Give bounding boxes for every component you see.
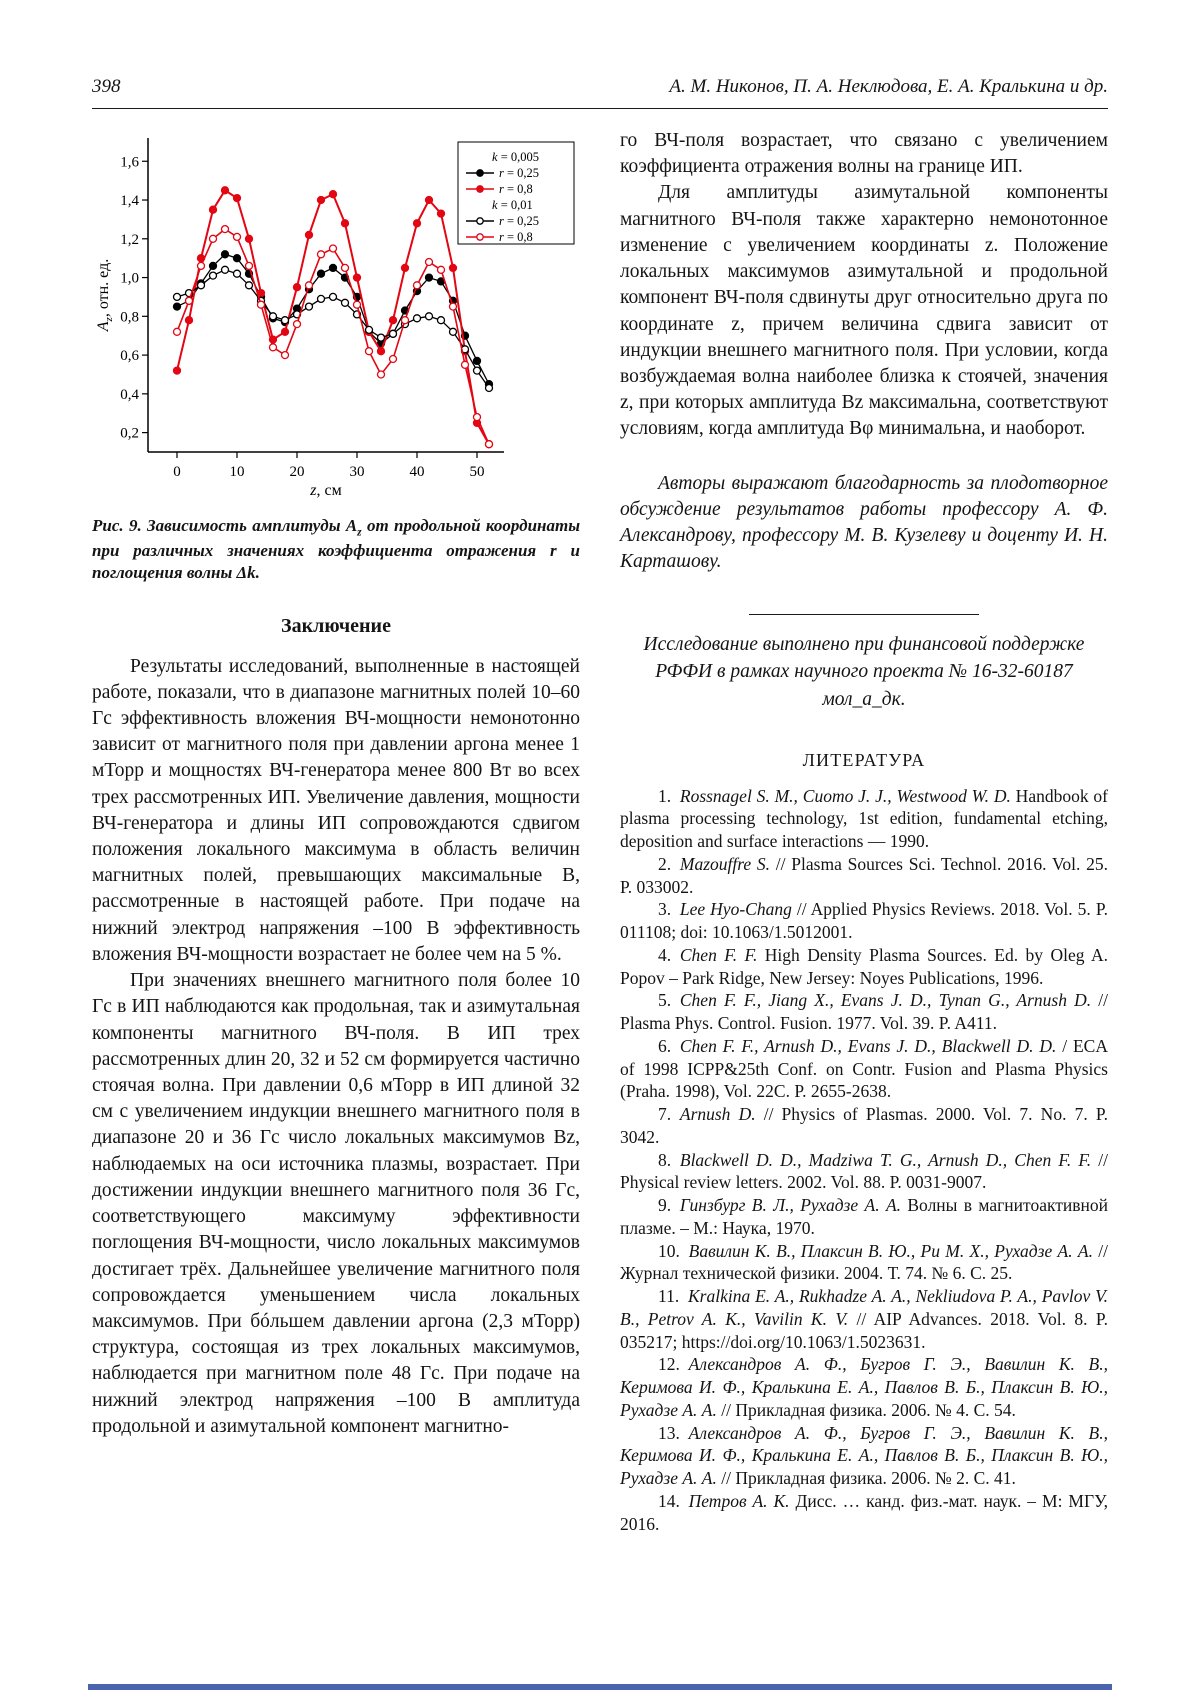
reference-authors: Rossnagel S. M., Cuomo J. J., Westwood W. D. xyxy=(679,785,1011,806)
data-point xyxy=(366,348,373,355)
reference-body: Handbook of plasma processing technology, 1st edition, fundamental etching, deposition and surface interactions — 1990. xyxy=(620,785,1108,852)
reference-body: // Applied Physics Reviews. 2018. Vol. 5. P. 011108; doi: 10.1063/1.5012001. xyxy=(620,899,1108,943)
data-point xyxy=(462,361,469,368)
reference-body: // Прикладная физика. 2006. № 4. С. 54. xyxy=(716,1399,1016,1420)
funding-note: Исследование выполнено при финансовой поддержке РФФИ в рамках научного проекта № 16-32-60187 мол_а_дк. xyxy=(643,633,1085,710)
reference-number: 4. xyxy=(658,944,680,965)
reference-number: 14. xyxy=(658,1490,689,1511)
data-point xyxy=(426,274,433,281)
reference-body: // Physical review letters. 2002. Vol. 88. P. 0031-9007. xyxy=(620,1149,1108,1193)
data-point xyxy=(402,264,409,271)
data-point xyxy=(270,313,277,320)
caption-var-Az: A xyxy=(345,516,358,535)
data-point xyxy=(402,317,409,324)
data-point xyxy=(210,206,217,213)
data-point xyxy=(342,264,349,271)
data-point xyxy=(186,317,193,324)
data-point xyxy=(342,220,349,227)
data-point xyxy=(222,266,229,273)
reference-authors: Александров А. Ф., Бугров Г. Э., Вавилин К. В., Керимова И. Ф., Кралькина Е. А., Павлов В. Б., Плаксин В. Ю., Рухадзе А. А. xyxy=(620,1354,1108,1420)
data-point xyxy=(414,315,421,322)
chart xyxy=(92,128,580,505)
y-tick-label: 0,6 xyxy=(120,348,139,365)
reference-number: 8. xyxy=(658,1149,680,1170)
data-point xyxy=(198,282,205,289)
reference-authors: Kralkina E. A., Rukhadze A. A., Nekliudova P. A., Pavlov V. B., Petrov A. K., Vavilin K. V. xyxy=(620,1286,1108,1329)
data-point xyxy=(450,264,457,271)
data-point xyxy=(282,328,289,335)
reference-body: // Physics of Plasmas. 2000. Vol. 7. No. 7. P. 3042. xyxy=(620,1104,1108,1147)
reference-authors: Chen F. F. xyxy=(679,944,758,965)
data-point xyxy=(306,303,313,310)
reference-authors: Mazouffre S. xyxy=(679,853,771,874)
data-point xyxy=(306,231,313,238)
data-point xyxy=(366,326,373,333)
conclusion-paragraph-2: При значениях внешнего магнитного поля более 10 Гс в ИП наблюдаются как продольная, так и азимутальная компоненты магнитного ВЧ-поля. В ИП трех рассмотренных длин 20, 32 и 52 см формируется частично стоячая волна. При давлении 0,6 мТорр в ИП длиной 32 см с увеличением индукции внешнего магнитного поля в диапазоне 20 и 36 Гс число локальных максимумов Bz, наблюдаемых на оси источника плазмы, возрастает. При достижении индукции внешнего магнитного поля 36 Гс, соответствующего максимуму эффективности поглощения ВЧ-мощности, число локальных максимумов достигает трёх. Дальнейшее увеличение магнитного поля сопровождается уменьшением числа локальных максимумов. При бóльшем давлении аргона (2,3 мТорр) структура, состоящая из трех локальных максимумов, наблюдается при магнитном поле 48 Гс. При подаче на нижний электрод напряжения –100 В амплитуда продольной и азимутальной компонент магнитно- xyxy=(92,970,580,1437)
reference-number: 10. xyxy=(658,1240,689,1261)
reference-body: // Plasma Phys. Control. Fusion. 1977. Vol. 39. P. A411. xyxy=(620,990,1108,1034)
figure-9 xyxy=(92,128,580,585)
data-point xyxy=(246,235,253,242)
data-point xyxy=(174,367,181,374)
y-axis-label: $A_z$, отн. ед. xyxy=(95,258,115,332)
data-point xyxy=(318,270,325,277)
header-rule xyxy=(92,108,1108,109)
chart-series-4 xyxy=(174,226,493,448)
reference-list xyxy=(620,785,1108,1536)
data-point xyxy=(450,328,457,335)
caption-var-r: r xyxy=(550,540,557,560)
data-point xyxy=(450,303,457,310)
data-point xyxy=(294,284,301,291)
data-point xyxy=(282,352,289,359)
data-point xyxy=(330,264,337,271)
data-point xyxy=(330,245,337,252)
page-header xyxy=(92,76,1108,98)
data-point xyxy=(426,197,433,204)
reference-authors: Arnush D. xyxy=(679,1104,756,1125)
data-point xyxy=(474,357,481,364)
legend-entry-label: r = 0,8 xyxy=(499,182,533,196)
data-point xyxy=(234,233,241,240)
reference-item xyxy=(620,1035,1108,1103)
figure-caption: Рис. 9. Зависимость амплитуды $A_z$ от продольной координаты при различных значениях коэффициента отражения r и поглощения волны Δk. xyxy=(92,516,581,583)
reference-item xyxy=(620,1422,1108,1490)
reference-body: Дисс. … канд. физ.-мат. наук. – М: МГУ, 2016. xyxy=(620,1490,1108,1534)
data-point xyxy=(474,414,481,421)
acknowledgment-paragraph: Авторы выражают благодарность за плодотворное обсуждение результатов работы профессору А. Ф. Александрову, профессору М. В. Кузелеву и доценту И. Н. Карташову. xyxy=(620,472,1108,573)
data-point xyxy=(222,226,229,233)
data-point xyxy=(234,255,241,262)
x-tick-label: 50 xyxy=(469,464,485,480)
y-tick-label: 1,0 xyxy=(120,270,139,287)
reference-item xyxy=(620,1353,1108,1421)
data-point xyxy=(330,191,337,198)
data-point xyxy=(294,321,301,328)
data-point xyxy=(270,344,277,351)
reference-body: // Прикладная физика. 2006. № 2. С. 41. xyxy=(716,1468,1016,1489)
x-tick-label: 20 xyxy=(289,464,305,480)
caption-var-dk: Δk xyxy=(236,563,256,583)
data-point xyxy=(174,293,181,300)
x-axis-label: z, см xyxy=(310,482,342,499)
y-tick-label: 0,2 xyxy=(120,425,139,442)
reference-authors: Chen F. F., Jiang X., Evans J. D., Tynan G., Arnush D. xyxy=(679,990,1092,1011)
data-point xyxy=(174,328,181,335)
reference-body: / ECA of 1998 ICPP&25th Conf. on Contr. Fusion and Plasma Physics (Praha. 1998), Vol. 22C. P. 2655-2638. xyxy=(620,1035,1108,1102)
reference-item xyxy=(620,853,1108,899)
data-point xyxy=(354,301,361,308)
legend-group-label: k = 0,005 xyxy=(492,150,539,164)
data-point xyxy=(438,266,445,273)
x-tick-label: 10 xyxy=(229,464,245,480)
data-point xyxy=(438,210,445,217)
data-point xyxy=(258,301,265,308)
reference-item xyxy=(620,1194,1108,1240)
data-point xyxy=(354,274,361,281)
scan-artifact-line xyxy=(88,1684,1112,1690)
reference-body: // Plasma Sources Sci. Technol. 2016. Vol. 25. P. 033002. xyxy=(620,853,1108,897)
data-point xyxy=(210,262,217,269)
data-point xyxy=(390,330,397,337)
data-point xyxy=(198,262,205,269)
x-tick-label: 0 xyxy=(173,464,181,480)
funding-rule xyxy=(749,614,979,615)
y-tick-label: 1,6 xyxy=(120,154,139,171)
reference-authors: Петров А. К. xyxy=(688,1490,790,1511)
data-point xyxy=(222,251,229,258)
body-paragraph-continuation: го ВЧ-поля возрастает, что связано с увеличением коэффициента отражения волны на границе ИП. xyxy=(620,130,1108,178)
reference-authors: Lee Hyo-Chang xyxy=(679,899,792,920)
chart-series-3 xyxy=(174,266,493,391)
left-column xyxy=(92,128,580,1440)
reference-body: Волны в магнитоактивной плазме. – М.: Наука, 1970. xyxy=(620,1195,1109,1238)
reference-authors: Chen F. F., Arnush D., Evans J. D., Blackwell D. D. xyxy=(679,1035,1057,1056)
data-point xyxy=(378,334,385,341)
reference-authors: Александров А. Ф., Бугров Г. Э., Вавилин К. В., Керимова И. Ф., Кралькина Е. А., Павлов В. Б., Плаксин В. Ю., Рухадзе А. А. xyxy=(620,1422,1108,1489)
reference-item xyxy=(620,1149,1108,1195)
legend-entry-label: r = 0,25 xyxy=(499,166,540,180)
data-point xyxy=(330,293,337,300)
chart-svg xyxy=(92,128,580,500)
data-point xyxy=(318,251,325,258)
data-point xyxy=(234,195,241,202)
data-point xyxy=(210,235,217,242)
data-point xyxy=(486,441,493,448)
reference-body: // AIP Advances. 2018. Vol. 8. P. 035217; https://doi.org/10.1063/1.5023631. xyxy=(620,1308,1108,1352)
reference-number: 12. xyxy=(658,1354,689,1375)
reference-item xyxy=(620,989,1108,1035)
conclusion-heading: Заключение xyxy=(281,614,391,637)
page-number: 398 xyxy=(92,76,121,97)
literature-heading: ЛИТЕРАТУРА xyxy=(802,749,926,770)
data-point xyxy=(414,282,421,289)
data-point xyxy=(378,371,385,378)
reference-item xyxy=(620,1240,1108,1286)
reference-number: 1. xyxy=(658,785,680,806)
reference-item xyxy=(620,1103,1108,1149)
data-point xyxy=(318,197,325,204)
data-point xyxy=(414,220,421,227)
data-point xyxy=(246,262,253,269)
data-point xyxy=(438,317,445,324)
reference-number: 2. xyxy=(658,853,680,874)
reference-item xyxy=(620,944,1108,990)
legend-group-label: k = 0,01 xyxy=(492,198,533,212)
reference-number: 5. xyxy=(658,990,680,1011)
data-point xyxy=(426,313,433,320)
reference-number: 7. xyxy=(658,1104,680,1125)
reference-authors: Вавилин К. В., Плаксин В. Ю., Ри М. Х., Рухадзе А. А. xyxy=(688,1240,1093,1261)
running-head: А. М. Никонов, П. А. Неклюдова, Е. А. Кралькина и др. xyxy=(669,76,1108,97)
reference-body: // Журнал технической физики. 2004. Т. 74. № 6. С. 25. xyxy=(620,1240,1108,1284)
reference-authors: Гинзбург В. Л., Рухадзе А. А. xyxy=(679,1195,902,1216)
chart-series-2 xyxy=(174,187,493,448)
reference-body: High Density Plasma Sources. Ed. by Oleg A. Popov – Park Ridge, New Jersey: Noyes Publications, 1996. xyxy=(620,944,1109,988)
legend-entry-label: r = 0,25 xyxy=(499,214,540,228)
figure-caption-label: Рис. 9. xyxy=(92,516,142,535)
data-point xyxy=(174,303,181,310)
data-point xyxy=(318,295,325,302)
data-point xyxy=(246,282,253,289)
data-point xyxy=(210,272,217,279)
reference-item xyxy=(620,1285,1108,1353)
x-tick-label: 30 xyxy=(349,464,365,480)
data-point xyxy=(474,367,481,374)
reference-item xyxy=(620,1490,1108,1536)
y-tick-label: 1,2 xyxy=(120,231,139,248)
conclusion-paragraph-1: Результаты исследований, выполненные в настоящей работе, показали, что в диапазоне магнитных полей 10–60 Гс эффективность вложения ВЧ-мощности немонотонно зависит от магнитного поля при давлении аргона менее 1 мТорр и мощностях ВЧ-генератора менее 800 Вт во всех трех рассмотренных ИП. Увеличение давления, мощности ВЧ-генератора и длины ИП сопровождаются сдвигом положения локального максимума в область величин магнитных полей, превышающих максимальные B, рассмотренные в настоящей работе. При подаче на нижний электрод напряжения –100 В эффективность вложения ВЧ-мощности возрастает не более чем на 5 %. xyxy=(92,655,580,965)
reference-number: 13. xyxy=(658,1422,689,1443)
chart-legend xyxy=(458,142,574,244)
data-point xyxy=(186,297,193,304)
chart-axes xyxy=(148,138,504,452)
reference-authors: Blackwell D. D., Madziwa T. G., Arnush D., Chen F. F. xyxy=(679,1149,1092,1170)
legend-entry-label: r = 0,8 xyxy=(499,230,533,244)
y-tick-label: 0,8 xyxy=(120,309,139,326)
reference-number: 6. xyxy=(658,1035,680,1056)
x-tick-label: 40 xyxy=(409,464,425,480)
reference-item xyxy=(620,898,1108,944)
data-point xyxy=(342,299,349,306)
right-column xyxy=(620,128,1108,1535)
data-point xyxy=(222,187,229,194)
y-tick-label: 0,4 xyxy=(120,386,139,403)
data-point xyxy=(486,385,493,392)
data-point xyxy=(306,282,313,289)
reference-item xyxy=(620,785,1108,853)
data-point xyxy=(234,270,241,277)
reference-number: 11. xyxy=(658,1286,688,1307)
data-point xyxy=(378,348,385,355)
data-point xyxy=(390,317,397,324)
data-point xyxy=(282,317,289,324)
data-point xyxy=(390,356,397,363)
reference-number: 3. xyxy=(658,899,680,920)
reference-number: 9. xyxy=(658,1195,680,1216)
y-tick-label: 1,4 xyxy=(120,193,139,210)
body-paragraph-azimuthal: Для амплитуды азимутальной компоненты магнитного ВЧ-поля также характерно немонотонное изменение с увеличением координаты z. Положение локальных максимумов азимутальной и продольной компонент ВЧ-поля сдвинуты друг относительно друга по координате z, причем величина сдвига зависит от индукции внешнего магнитного поля. При условии, когда возбуждаемая волна наиболее близка к стоячей, значения z, при которых амплитуда Bz максимальна, соответствуют условиям, когда амплитуда Bφ минимальна, и наоборот. xyxy=(620,182,1108,440)
data-point xyxy=(426,259,433,266)
